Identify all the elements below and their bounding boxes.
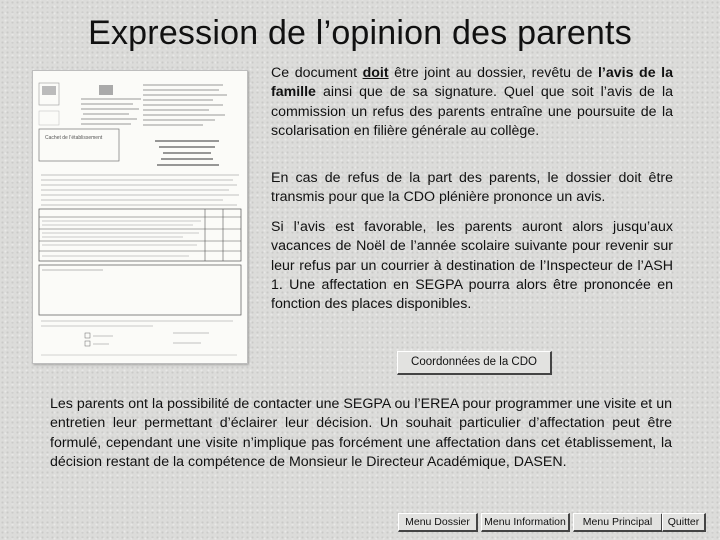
- intro-paragraph: [271, 64, 673, 141]
- cdo-contact-button[interactable]: Coordonnées de la CDO: [397, 351, 552, 375]
- menu-information-button[interactable]: Menu Information: [481, 513, 570, 532]
- form-document-image: [32, 70, 248, 364]
- intro-text-2: être joint au dossier, revêtu de: [388, 65, 598, 81]
- intro-text-3: ainsi que de sa signature. Quel que soit l’avis de la commission un refus des parents entraîne une poursuite de la scolarisation en filière générale au collège.: [271, 84, 673, 139]
- intro-emphasis-doit: doit: [362, 65, 389, 81]
- form-document-drawing: [33, 71, 247, 363]
- refusal-paragraph: En cas de refus de la part des parents, le dossier doit être transmis pour que la CDO plénière prononce un avis.: [271, 170, 673, 206]
- visit-paragraph: Les parents ont la possibilité de contacter une SEGPA ou l’EREA pour programmer une visite et un entretien leur permettant d’éclairer leur décision. Un souhait particulier d’affectation peut être formulé, cependant une visite n’implique pas forcément une affectation dans cet établissement, la décision restant de la compétence de Monsieur le Directeur Académique, DASEN.: [50, 396, 672, 470]
- menu-principal-button[interactable]: Menu Principal: [573, 513, 663, 532]
- menu-dossier-button[interactable]: Menu Dossier: [398, 513, 478, 532]
- intro-emphasis-avis: l’avis de la famille: [271, 65, 673, 101]
- intro-text-1: Ce document: [271, 65, 363, 81]
- slide-title: Expression de l’opinion des parents: [88, 14, 632, 52]
- favorable-paragraph: Si l’avis est favorable, les parents auront alors jusqu’aux vacances de Noël de l’année scolaire suivante pour revenir sur leur refus par un courrier à destination de l’Inspecteur de l’ASH 1. Une affectation en SEGPA pourra alors être prononcée en fonction des places disponibles.: [271, 219, 673, 313]
- svg-text:Cachet de l’établissement: Cachet de l’établissement: [45, 135, 103, 141]
- quit-button[interactable]: Quitter: [662, 513, 706, 532]
